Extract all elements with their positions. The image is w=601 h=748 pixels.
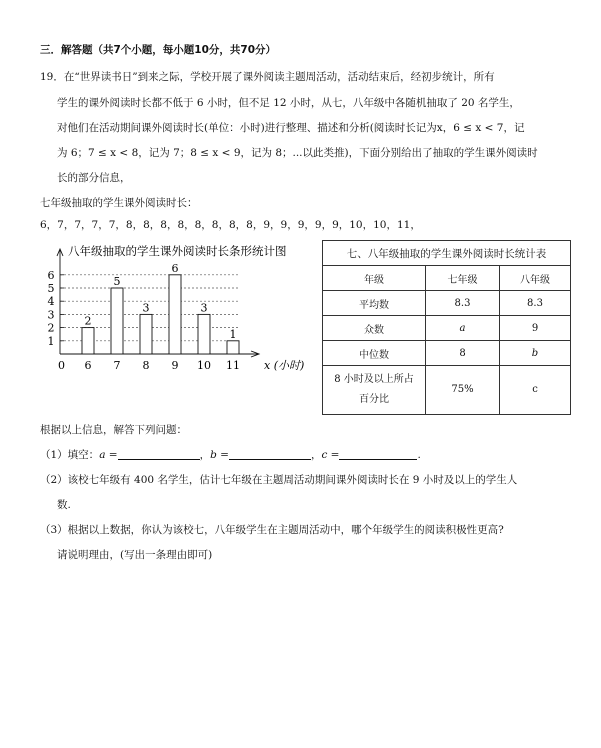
row-g7: 75% [426, 366, 500, 415]
row-label: 平均数 [323, 291, 426, 316]
bar [198, 314, 210, 354]
bar-value-label: 5 [113, 275, 121, 288]
q1-sep: ， [310, 449, 322, 461]
bar [227, 341, 239, 354]
section-title: 三．解答题（共7个小题，每小题10分，共70分） [40, 44, 277, 56]
y-tick-label: 6 [47, 268, 55, 282]
x-tick-label: 7 [113, 359, 121, 372]
row-g7: 8 [426, 341, 500, 366]
header-grade: 年级 [323, 266, 426, 291]
row-g7: 8.3 [426, 291, 500, 316]
q2-line-2: 数. [57, 499, 71, 511]
bar [140, 314, 152, 354]
bar [169, 275, 181, 354]
row-label [323, 366, 426, 415]
grade7-data: 6，7，7，7，7，8，8，8，8，8，8，8，8，9，9，9，9，9，10，10，11， [40, 219, 421, 231]
bar-value-label: 2 [84, 314, 92, 328]
row-g8: 9 [500, 316, 571, 341]
x-tick-label: 8 [142, 359, 150, 372]
x-tick-label: 11 [226, 359, 240, 372]
y-tick-label: 2 [47, 321, 55, 335]
table-header-row [323, 266, 571, 291]
x-tick-label: 9 [171, 359, 179, 372]
bar-chart [38, 238, 318, 378]
bar [111, 288, 123, 354]
q1-line [40, 448, 421, 462]
row-label: 众数 [323, 316, 426, 341]
q1-prefix: （1）填空： [40, 449, 100, 461]
bar [82, 328, 94, 354]
bar-value-label: 3 [200, 301, 208, 315]
y-tick-label: 1 [47, 334, 55, 348]
stats-table [322, 240, 571, 415]
y-tick-label: 4 [47, 295, 55, 309]
answer-intro: 根据以上信息，解答下列问题： [40, 424, 187, 436]
question-line-2: 学生的课外阅读时长都不低于 6 小时，但不足 12 小时，从七，八年级中各随机抽取了 20 名学生， [57, 97, 520, 109]
q1-b-label: b = [210, 449, 229, 461]
origin-label: 0 [58, 359, 65, 372]
row-g8: 8.3 [500, 291, 571, 316]
row-label-line2: 百分比 [359, 394, 389, 405]
q3-line-1: （3）根据以上数据，你认为该校七，八年级学生在主题周活动中，哪个年级学生的阅读积极性更高? [40, 524, 504, 536]
question-line-5: 长的部分信息， [57, 172, 131, 184]
table-row [323, 316, 571, 341]
y-tick-label: 3 [47, 308, 55, 322]
table-row [323, 291, 571, 316]
question-line-4: 为 6；7 ≤ x < 8，记为 7；8 ≤ x < 9，记为 8；...以此类推)，下面分别给出了抽取的学生课外阅读时 [57, 147, 538, 159]
x-tick-label: 6 [84, 359, 92, 372]
q1-sep: ， [199, 449, 211, 461]
x-axis-label: x (小时) [264, 359, 305, 372]
header-g7: 七年级 [426, 266, 500, 291]
chart-title: 八年级抽取的学生课外阅读时长条形统计图 [68, 244, 287, 258]
y-tick-label: 5 [47, 282, 55, 295]
row-g8: c [500, 366, 571, 415]
bar-value-label: 6 [171, 261, 179, 275]
grade7-label: 七年级抽取的学生课外阅读时长： [40, 197, 198, 209]
q1-a-label: a = [99, 449, 118, 461]
question-line-3: 对他们在活动期间课外阅读时长(单位：小时)进行整理、描述和分析(阅读时长记为x，6 ≤ x < 7，记 [57, 122, 525, 134]
row-label: 中位数 [323, 341, 426, 366]
row-g8: b [500, 341, 571, 366]
header-g8: 八年级 [500, 266, 571, 291]
x-tick-label: 10 [197, 359, 211, 372]
table-caption: 七、八年级抽取的学生课外阅读时长统计表 [323, 241, 571, 266]
question-line-1: 19．在“世界读书日”到来之际，学校开展了课外阅读主题周活动，活动结束后，经初步统计，所有 [40, 71, 495, 83]
q1-c-label: c = [321, 449, 340, 461]
q3-line-2: 请说明理由，(写出一条理由即可) [57, 549, 213, 561]
table-row [323, 341, 571, 366]
table-row [323, 366, 571, 415]
row-g7: a [426, 316, 500, 341]
bar-value-label: 3 [142, 301, 150, 315]
q1-end: . [417, 449, 421, 461]
q1-c-blank[interactable] [339, 448, 417, 460]
bar-value-label: 1 [229, 327, 237, 341]
q2-line-1: （2）该校七年级有 400 名学生，估计七年级在主题周活动期间课外阅读时长在 9 小时及以上的学生人 [40, 474, 518, 486]
row-label-line1: 8 小时及以上所占 [334, 374, 414, 385]
q1-a-blank[interactable] [118, 448, 200, 460]
q1-b-blank[interactable] [229, 448, 311, 460]
